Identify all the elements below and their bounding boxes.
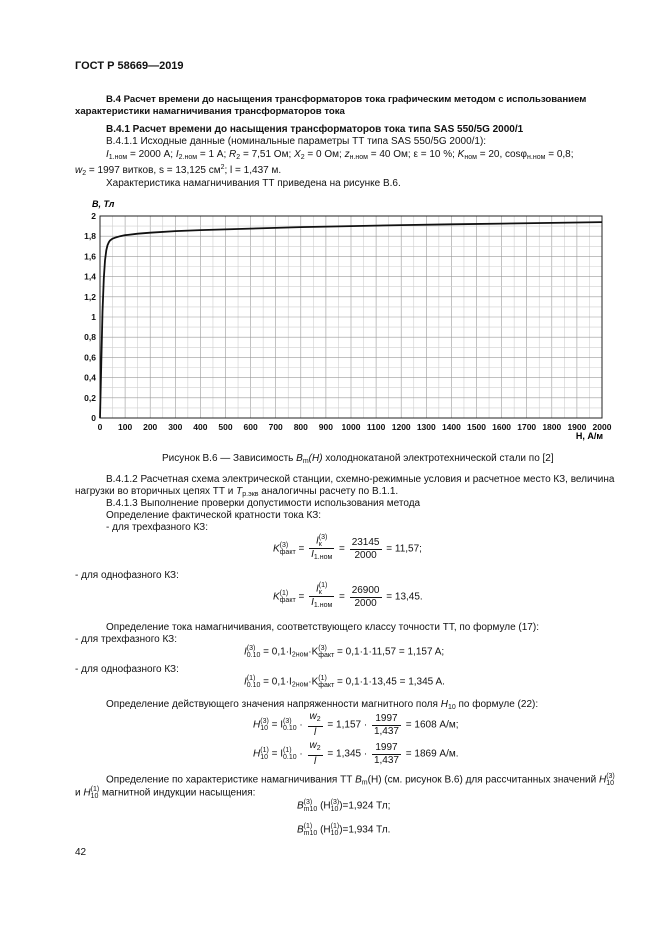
h10-text: Определение действующего значения напряженности магнитного поля (106, 699, 441, 710)
caption-h-symbol: (H) (308, 453, 323, 464)
p412-t-symbol: T (236, 486, 243, 497)
caption-b-sub: m (302, 458, 309, 465)
i1-sup: (1) (246, 675, 256, 682)
param-x2-sub: 2 (300, 154, 305, 161)
x-tick-label: 0 (97, 422, 103, 432)
x-tick-label: 500 (218, 422, 233, 432)
param-w2-sub: 2 (82, 170, 87, 177)
bm-text-end: магнитной индукции насыщения: (99, 787, 256, 799)
h3-i-sup: (3) (282, 718, 292, 725)
i3-k-sub: факт (318, 652, 335, 659)
formula-h3: H (3) 10 = I (3) 0.10 · $\frac{w_2}{l}$ = 1,157 · $\frac{1997}{1,437}$ = 1608 А/м; (253, 711, 459, 738)
h1-value-denominator: 1,437 (373, 754, 399, 766)
caption-b-symbol: B (296, 453, 303, 464)
x-tick-label: 1300 (416, 422, 436, 432)
param-k-value: = 20, cosφ (476, 149, 528, 160)
h1-num-w: w (309, 740, 317, 751)
bm-text-mid: (H) (см. рисунок B.6) для рассчитанных значений (367, 774, 599, 786)
h10-symbol: H (440, 699, 448, 710)
bm-b-symbol: B (355, 774, 362, 786)
subsection-title: B.4.1 Расчет времени до насыщения трансформаторов тока типа SAS 550/5G 2000/1 (106, 124, 524, 135)
x-tick-label: 1900 (567, 422, 587, 432)
h3-sup: (3) (260, 718, 269, 725)
document-header: ГОСТ Р 58669—2019 (75, 60, 184, 72)
h1-sup: (1) (260, 747, 269, 754)
x-tick-label: 100 (118, 422, 133, 432)
h10-sub: 10 (447, 704, 456, 711)
k3-den-sub: 1.ном (313, 554, 333, 561)
param-w2-symbol: w (75, 165, 83, 176)
p412-text: нагрузки во вторичных цепях ТТ и (75, 486, 237, 497)
h1-i: = I (271, 748, 283, 760)
x-tick-label: 600 (243, 422, 258, 432)
chart-ticks (84, 211, 612, 432)
k1-symbol: K (273, 591, 280, 603)
i3-result: = 0,1·1·11,57 = 1,157 A; (334, 646, 445, 658)
i3-k: ·K (308, 646, 319, 658)
param-x2-value: = 0 Ом; (304, 149, 345, 160)
one-phase-label-2: - для однофазного КЗ: (75, 664, 179, 675)
k1-den-symbol: I (311, 597, 314, 608)
x-axis-label: H, А/м (575, 431, 603, 441)
h1-den-l: l (313, 756, 317, 767)
paragraph-magnetizing-current: Определение тока намагничивания, соответствующего классу точности ТТ, по формуле (17): (106, 622, 539, 633)
k3-num-sup: (3) (318, 534, 328, 541)
three-phase-label-1: - для трехфазного КЗ: (106, 522, 208, 533)
param-k-symbol: K (457, 149, 465, 160)
bm-h3-symbol: H (598, 774, 607, 786)
i3-symbol: I (244, 646, 247, 658)
param-r2-symbol: R (229, 149, 237, 160)
characteristic-reference: Характеристика намагничивания ТТ приведена на рисунке B.6. (106, 178, 401, 189)
h3-value-denominator: 1,437 (373, 725, 399, 737)
x-tick-label: 200 (143, 422, 158, 432)
p412-t-sub: p.экв (242, 491, 259, 498)
p412-text-end: аналогичны расчету по B.1.1. (258, 486, 399, 497)
k1-sup: (1) (279, 590, 289, 597)
param-cos-value: = 0,8; (545, 149, 574, 160)
k3-num-sub: к (318, 541, 322, 548)
h1-num-sub: 2 (316, 745, 321, 752)
formula-b3 (297, 799, 390, 813)
k3-sup: (3) (279, 542, 289, 549)
b3-arg-sub: 10 (330, 806, 339, 813)
y-tick-label: 1 (91, 312, 96, 322)
x-tick-label: 900 (318, 422, 333, 432)
bm-and: и (75, 787, 84, 799)
k3-symbol: K (273, 543, 280, 555)
b1-arg: (H (317, 824, 331, 836)
bm-h1-symbol: H (83, 787, 91, 799)
x-tick-label: 1400 (441, 422, 461, 432)
h3-sub: 10 (260, 725, 269, 732)
i1-mid: = 0,1·I (260, 676, 292, 688)
k3-sub: факт (279, 549, 296, 556)
h3-i-sub: 0.10 (282, 725, 297, 732)
y-tick-label: 0,6 (84, 352, 96, 363)
h1-i-sub: 0.10 (282, 754, 297, 761)
bm-text: Определение по характеристике намагничивания ТТ (106, 774, 356, 786)
formula-k3: K (3) факт = I (3) к $I_{1.ном}$ = $\frac{23145}{2000}$ = 11,57; (273, 534, 422, 561)
k3-den-symbol: I (311, 549, 314, 560)
bm-h1-sup: (1) (90, 786, 100, 793)
i1-sub: 0.10 (246, 682, 261, 689)
x-tick-label: 1100 (366, 422, 386, 432)
i1-k-sup: (1) (318, 675, 327, 682)
i1-k-sub: факт (318, 682, 335, 689)
k3-result: = 11,57; (386, 543, 422, 555)
k1-value-numerator: 26900 (351, 584, 380, 596)
y-tick-label: 2 (91, 211, 96, 221)
formula-k1: K (1) факт = I (1) к $I_{1.ном}$ = $\frac{26900}{2000}$ = 13,45. (273, 582, 423, 609)
formula-h1: H (1) 10 = I (1) 0.10 · $\frac{w_2}{l}$ = 1,345 · $\frac{1997}{1,437}$ = 1869 А/м. (253, 740, 459, 767)
k1-num-sub: к (318, 589, 322, 596)
param-x2-symbol: X (294, 149, 301, 160)
section-title-line1: B.4 Расчет времени до насыщения трансформаторов тока графическим методом с использованием (106, 94, 587, 105)
i1-k: ·K (308, 676, 319, 688)
x-tick-label: 700 (268, 422, 283, 432)
h1-result: = 1869 А/м. (405, 748, 459, 760)
bm-h3-sup: (3) (606, 773, 615, 780)
formula-i3 (244, 645, 444, 659)
y-tick-label: 0,8 (84, 332, 96, 343)
param-z-symbol: z (344, 149, 350, 160)
formula-b1 (297, 823, 390, 837)
b3-symbol: B (297, 800, 304, 812)
x-tick-label: 1500 (467, 422, 486, 432)
figure-caption (162, 453, 554, 468)
b1-arg-sup: (1) (330, 823, 340, 830)
b1-sub: m10 (303, 830, 318, 837)
h1-i-sup: (1) (282, 747, 292, 754)
i3-mid: = 0,1·I (260, 646, 292, 658)
x-tick-label: 1000 (341, 422, 361, 432)
b1-sup: (1) (303, 823, 313, 830)
param-r2-value: = 7,51 Ом; (240, 149, 295, 160)
param-w2-value: = 1997 витков, s = 13,125 см (86, 165, 221, 176)
i1-symbol: I (244, 676, 247, 688)
k1-num-symbol: I (316, 583, 319, 595)
paragraph-b412-line1: B.4.1.2 Расчетная схема электрической станции, схемно-режимные условия и расчетное место КЗ, величина (106, 474, 615, 485)
k1-den-sub: 1.ном (313, 602, 333, 609)
b1-arg-sub: 10 (330, 830, 339, 837)
param-i1-value: = 2000 A; (127, 149, 176, 160)
y-tick-label: 0,4 (84, 372, 96, 383)
param-i1-symbol: I (106, 149, 109, 160)
i1-mid-sub: 2ном (291, 681, 309, 689)
three-phase-label-2: - для трехфазного КЗ: (75, 634, 177, 645)
x-tick-label: 400 (193, 422, 208, 432)
param-r2-sub: 2 (236, 154, 241, 161)
b3-sub: m10 (303, 806, 318, 813)
chart-grid (100, 216, 602, 418)
b1-symbol: B (297, 824, 304, 836)
b1-result: )=1,934 Тл. (339, 824, 391, 836)
param-k-sub: ном (464, 154, 477, 161)
y-tick-label: 0,2 (84, 392, 96, 403)
k3-num-symbol: I (316, 535, 319, 547)
h3-num-w: w (309, 711, 317, 722)
y-tick-label: 1,2 (84, 291, 96, 302)
initial-data-heading: B.4.1.1 Исходные данные (номинальные параметры ТТ типа SAS 550/5G 2000/1): (106, 136, 487, 147)
k3-value-numerator: 23145 (351, 536, 380, 548)
param-z-sub: н.ном (349, 154, 368, 161)
bm-b-sub: m (361, 779, 368, 787)
param-s-sup: 2 (220, 164, 225, 171)
bm-h1-sub: 10 (90, 793, 99, 800)
y-tick-label: 1,8 (84, 231, 96, 242)
paragraph-kratnost: Определение фактической кратности тока КЗ: (106, 510, 322, 521)
h1-sub: 10 (260, 754, 269, 761)
param-i2-sub: 2.ном (178, 154, 198, 161)
i3-k-sup: (3) (318, 645, 327, 652)
param-l-value: ; l = 1,437 м. (224, 165, 282, 176)
param-i1-sub: 1.ном (108, 154, 128, 161)
h1-symbol: H (253, 748, 261, 760)
b3-arg: (H (317, 800, 331, 812)
one-phase-label-1: - для однофазного КЗ: (75, 570, 179, 581)
h3-value-numerator: 1997 (372, 713, 401, 726)
y-tick-label: 1,4 (84, 271, 96, 282)
bm-h3-sub: 10 (606, 780, 614, 787)
h3-num-sub: 2 (316, 716, 321, 723)
x-tick-label: 300 (168, 422, 183, 432)
h3-result: = 1608 А/м; (405, 719, 459, 731)
magnetization-chart (70, 193, 620, 448)
k3-value-denominator: 2000 (354, 549, 377, 561)
section-title-line2: характеристики намагничивания трансформаторов тока (75, 106, 345, 117)
y-axis-label: B, Тл (92, 199, 115, 209)
x-tick-label: 2000 (592, 422, 612, 432)
param-cos-sub: н.ном (527, 154, 546, 161)
formula-i1 (244, 675, 445, 689)
paragraph-bm-line2 (75, 786, 255, 800)
h3-i: = I (271, 719, 283, 731)
h3-symbol: H (253, 719, 261, 731)
param-i2-symbol: I (175, 149, 179, 160)
h10-text-end: по формуле (22): (455, 699, 539, 710)
x-tick-label: 1800 (542, 422, 562, 432)
i3-mid-sub: 2ном (291, 651, 309, 659)
page-number: 42 (75, 847, 87, 858)
x-tick-label: 1200 (391, 422, 411, 432)
x-tick-label: 800 (293, 422, 308, 432)
i3-sub: 0.10 (246, 652, 261, 659)
b3-result: )=1,924 Тл; (339, 800, 391, 812)
caption-suffix: холоднокатаной электротехнической стали по [2] (322, 453, 554, 464)
paragraph-b413: B.4.1.3 Выполнение проверки допустимости использования метода (106, 498, 421, 509)
k1-num-sup: (1) (318, 582, 328, 589)
b3-sup: (3) (303, 799, 313, 806)
caption-prefix: Рисунок B.6 — Зависимость (162, 453, 297, 464)
param-i2-value: = 1 A; (197, 149, 230, 160)
h3-value: = 1,157 · (327, 719, 368, 731)
i1-result: = 0,1·1·13,45 = 1,345 A. (334, 676, 445, 688)
y-tick-label: 0 (91, 413, 96, 423)
x-tick-label: 1700 (517, 422, 537, 432)
k1-result: = 13,45. (386, 591, 423, 603)
y-tick-label: 1,6 (84, 251, 96, 262)
h1-value: = 1,345 · (327, 748, 368, 760)
h3-den-l: l (313, 727, 317, 738)
param-z-value: = 40 Ом; ε = 10 %; (367, 149, 458, 160)
k1-sub: факт (279, 597, 296, 604)
h1-value-numerator: 1997 (372, 742, 401, 755)
x-tick-label: 1600 (492, 422, 512, 432)
k1-value-denominator: 2000 (354, 597, 377, 609)
b3-arg-sup: (3) (330, 799, 340, 806)
i3-sup: (3) (246, 645, 256, 652)
